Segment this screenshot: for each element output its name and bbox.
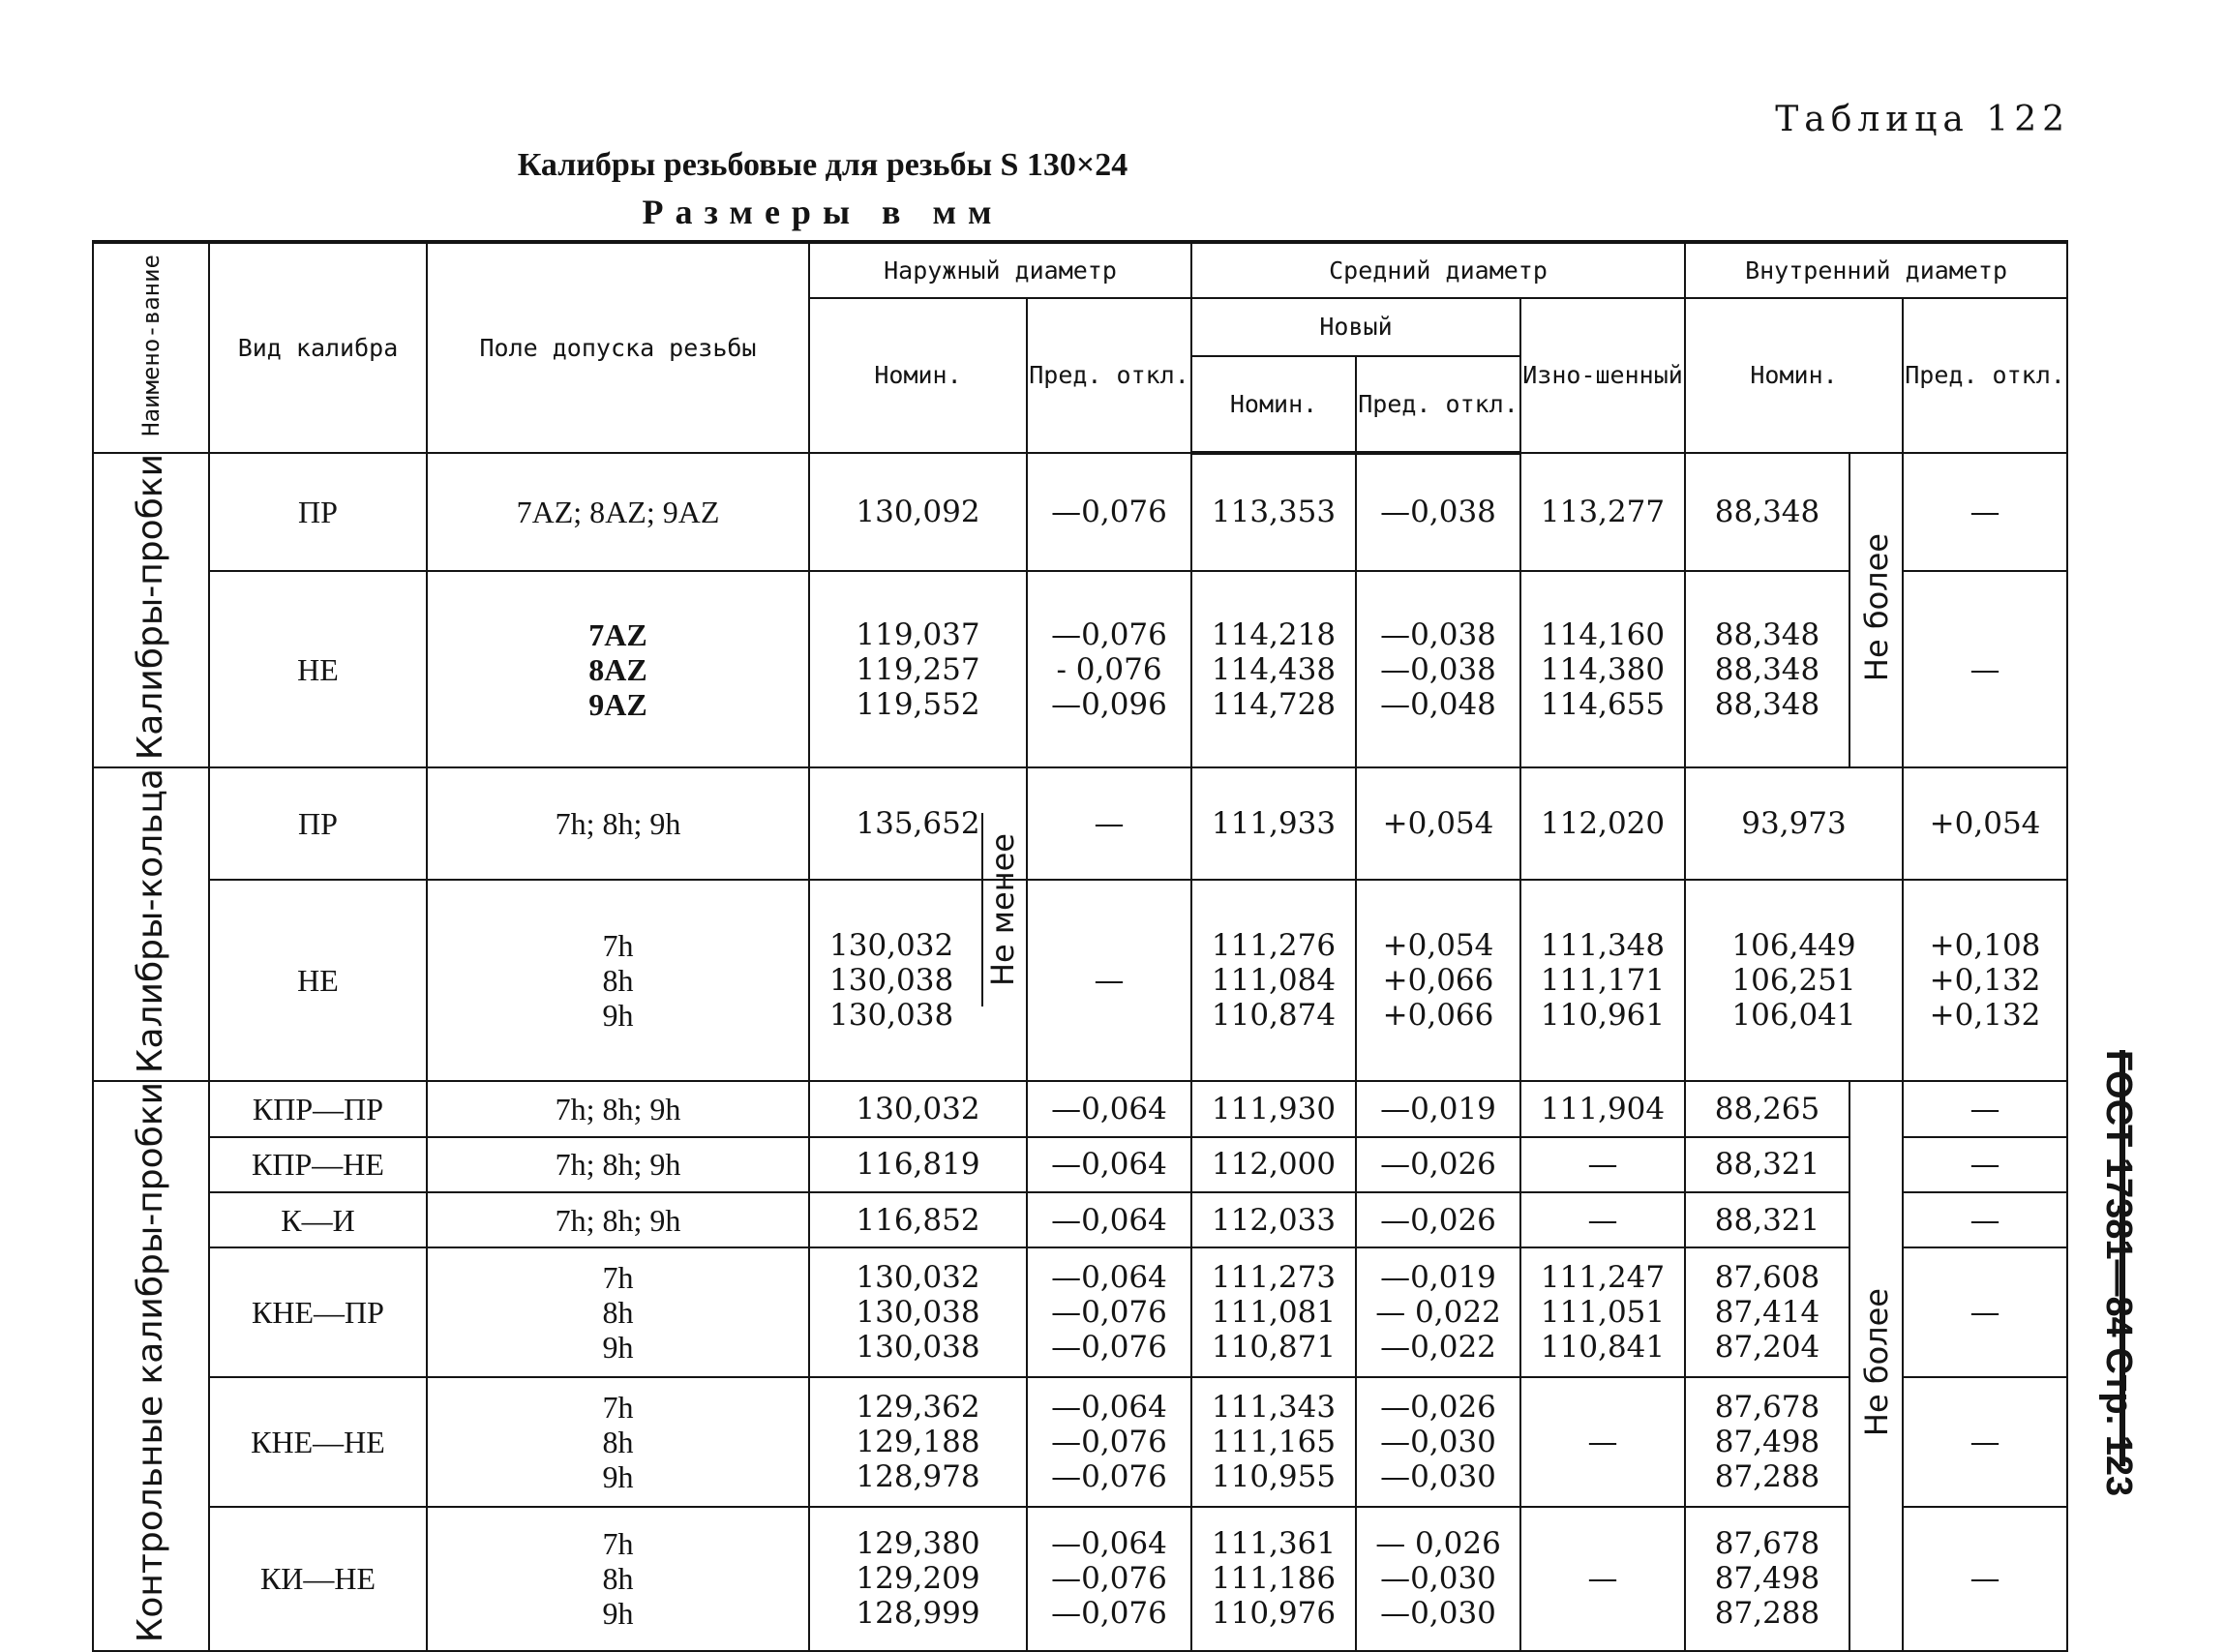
inner-dev: —	[1903, 1081, 2067, 1136]
inner-dev: —	[1903, 1137, 2067, 1192]
row-kind: КПР—НЕ	[209, 1137, 427, 1192]
row-kind: К—И	[209, 1192, 427, 1247]
inner-nom: 88,265	[1685, 1081, 1849, 1136]
col-middle-header: Средний диаметр	[1191, 242, 1685, 298]
outer-dev: —0,064 —0,076 —0,076	[1027, 1377, 1191, 1507]
table-header	[93, 242, 2067, 453]
gauge-table	[92, 240, 2068, 1652]
col-outer-nom-header: Номин.	[809, 298, 1027, 453]
note-not-more-plugs: Не более	[1849, 453, 1903, 767]
inner-nom: 87,678 87,498 87,288	[1685, 1507, 1849, 1651]
table-row	[93, 1507, 2067, 1651]
outer-nom: 116,852	[809, 1192, 1027, 1247]
outer-nom: 119,037 119,257 119,552	[809, 571, 1027, 767]
mid-nom: 111,273 111,081 110,871	[1191, 1247, 1356, 1377]
outer-dev: —0,064	[1027, 1137, 1191, 1192]
outer-dev: —0,076 - 0,076 —0,096	[1027, 571, 1191, 767]
outer-dev: —0,064	[1027, 1081, 1191, 1136]
row-zone: 7h 8h 9h	[427, 880, 809, 1081]
outer-dev: —0,064	[1027, 1192, 1191, 1247]
inner-dev: —	[1903, 571, 2067, 767]
outer-dev: —0,064 —0,076 —0,076	[1027, 1507, 1191, 1651]
row-kind: ПР	[209, 767, 427, 880]
outer-nom: 116,819	[809, 1137, 1027, 1192]
inner-nom: 87,608 87,414 87,204	[1685, 1247, 1849, 1377]
outer-nom: 129,362 129,188 128,978	[809, 1377, 1027, 1507]
inner-nom: 88,348 88,348 88,348	[1685, 571, 1849, 767]
inner-nom: 106,449 106,251 106,041	[1685, 880, 1903, 1081]
worn: 111,348 111,171 110,961	[1520, 880, 1685, 1081]
col-mid-dev-header: Пред. откл.	[1356, 356, 1520, 453]
mid-nom: 111,343 111,165 110,955	[1191, 1377, 1356, 1507]
inner-nom: 87,678 87,498 87,288	[1685, 1377, 1849, 1507]
worn: —	[1520, 1137, 1685, 1192]
col-name-header: Наимено-вание	[93, 242, 209, 453]
table-row	[93, 1247, 2067, 1377]
worn: —	[1520, 1377, 1685, 1507]
inner-dev: —	[1903, 453, 2067, 571]
mid-dev: —0,019	[1356, 1081, 1520, 1136]
outer-nom: 135,652	[809, 767, 1027, 880]
row-kind: КНЕ—НЕ	[209, 1377, 427, 1507]
col-inner-dev-header: Пред. откл.	[1903, 298, 2067, 453]
row-zone: 7h 8h 9h	[427, 1507, 809, 1651]
row-zone: 7AZ 8AZ 9AZ	[427, 571, 809, 767]
mid-dev: —0,038	[1356, 453, 1520, 571]
worn: —	[1520, 1192, 1685, 1247]
table-row	[93, 453, 2067, 571]
table-body	[93, 453, 2067, 1651]
row-zone: 7h 8h 9h	[427, 1377, 809, 1507]
mid-dev: —0,019 — 0,022 —0,022	[1356, 1247, 1520, 1377]
row-zone: 7h; 8h; 9h	[427, 1081, 809, 1136]
row-zone: 7h 8h 9h	[427, 1247, 809, 1377]
row-zone: 7h; 8h; 9h	[427, 767, 809, 880]
mid-dev: +0,054 +0,066 +0,066	[1356, 880, 1520, 1081]
table-row	[93, 1137, 2067, 1192]
outer-nom: 130,092	[809, 453, 1027, 571]
mid-dev: —0,026	[1356, 1137, 1520, 1192]
mid-nom: 111,930	[1191, 1081, 1356, 1136]
table-subtitle: Размеры в мм	[642, 193, 1004, 231]
inner-nom: 88,348	[1685, 453, 1849, 571]
row-kind: НЕ	[209, 571, 427, 767]
note-not-more-control: Не более	[1849, 1081, 1903, 1650]
mid-nom: 113,353	[1191, 453, 1356, 571]
row-kind: НЕ	[209, 880, 427, 1081]
table-row	[93, 1377, 2067, 1507]
inner-dev: —	[1903, 1507, 2067, 1651]
col-zone-header: Поле допуска резьбы	[427, 242, 809, 453]
outer-nom: 129,380 129,209 128,999	[809, 1507, 1027, 1651]
table-row	[93, 767, 2067, 880]
outer-dev: —	[1027, 880, 1191, 1081]
table-row	[93, 1192, 2067, 1247]
table-title: Калибры резьбовые для резьбы S 130×24	[517, 147, 1128, 183]
inner-nom: 88,321	[1685, 1137, 1849, 1192]
worn: 114,160 114,380 114,655	[1520, 571, 1685, 767]
mid-nom: 112,000	[1191, 1137, 1356, 1192]
outer-dev: —0,064 —0,076 —0,076	[1027, 1247, 1191, 1377]
inner-dev: —	[1903, 1247, 2067, 1377]
group-label-control: Контрольные калибры-пробки	[93, 1081, 209, 1650]
col-worn-header: Изно-шенный	[1520, 298, 1685, 453]
outer-dev: —	[1027, 767, 1191, 880]
row-zone: 7h; 8h; 9h	[427, 1192, 809, 1247]
outer-nom: 130,032	[809, 1081, 1027, 1136]
worn: 111,904	[1520, 1081, 1685, 1136]
col-outer-dev-header: Пред. откл.	[1027, 298, 1191, 453]
mid-nom: 112,033	[1191, 1192, 1356, 1247]
side-running-head: ГОСТ 17381—84 Стр. 123	[2098, 1050, 2139, 1497]
group-label-plugs: Калибры-пробки	[93, 453, 209, 767]
row-kind: ПР	[209, 453, 427, 571]
inner-dev: +0,108 +0,132 +0,132	[1903, 880, 2067, 1081]
mid-nom: 111,361 111,186 110,976	[1191, 1507, 1356, 1651]
row-zone: 7h; 8h; 9h	[427, 1137, 809, 1192]
mid-dev: —0,026	[1356, 1192, 1520, 1247]
mid-dev: —0,026 —0,030 —0,030	[1356, 1377, 1520, 1507]
outer-nom: 130,032 130,038 130,038 Не менее	[809, 880, 1027, 1081]
outer-dev: —0,076	[1027, 453, 1191, 571]
row-kind: КНЕ—ПР	[209, 1247, 427, 1377]
mid-nom: 111,276 111,084 110,874	[1191, 880, 1356, 1081]
row-zone: 7AZ; 8AZ; 9AZ	[427, 453, 809, 571]
outer-nom: 130,032 130,038 130,038	[809, 1247, 1027, 1377]
mid-nom: 114,218 114,438 114,728	[1191, 571, 1356, 767]
note-not-less-rings: Не менее	[981, 813, 1022, 1006]
row-kind: КИ—НЕ	[209, 1507, 427, 1651]
mid-dev: —0,038 —0,038 —0,048	[1356, 571, 1520, 767]
mid-dev: — 0,026 —0,030 —0,030	[1356, 1507, 1520, 1651]
table-row	[93, 880, 2067, 1081]
table-row	[93, 1081, 2067, 1136]
group-label-rings: Калибры-кольца	[93, 767, 209, 1081]
table-number: Таблица 122	[1775, 100, 2070, 139]
inner-nom: 93,973	[1685, 767, 1903, 880]
worn: —	[1520, 1507, 1685, 1651]
col-new-header: Новый	[1191, 298, 1520, 356]
col-inner-nom-header: Номин.	[1685, 298, 1903, 453]
mid-nom: 111,933	[1191, 767, 1356, 880]
worn: 113,277	[1520, 453, 1685, 571]
col-outer-header: Наружный диаметр	[809, 242, 1191, 298]
col-mid-nom-header: Номин.	[1191, 356, 1356, 453]
table-row	[93, 571, 2067, 767]
inner-dev: +0,054	[1903, 767, 2067, 880]
row-kind: КПР—ПР	[209, 1081, 427, 1136]
inner-dev: —	[1903, 1192, 2067, 1247]
worn: 112,020	[1520, 767, 1685, 880]
inner-dev: —	[1903, 1377, 2067, 1507]
mid-dev: +0,054	[1356, 767, 1520, 880]
col-kind-header: Вид калибра	[209, 242, 427, 453]
inner-nom: 88,321	[1685, 1192, 1849, 1247]
worn: 111,247 111,051 110,841	[1520, 1247, 1685, 1377]
col-inner-header: Внутренний диаметр	[1685, 242, 2067, 298]
